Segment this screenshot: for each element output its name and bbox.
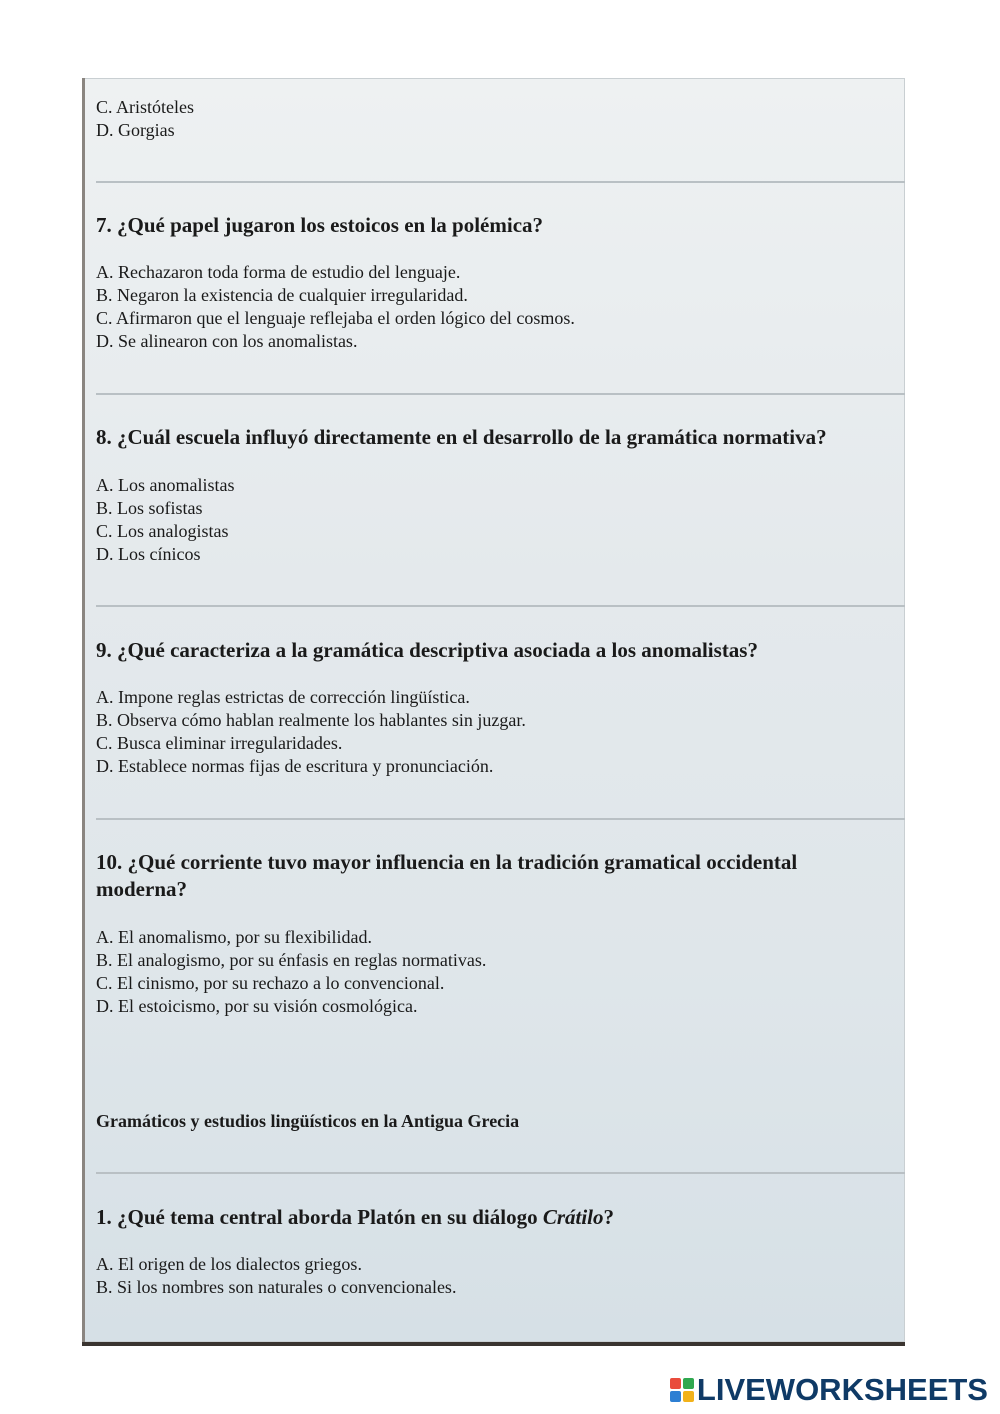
question-8-option-a: A. Los anomalistas — [96, 475, 235, 495]
question-10-option-b: B. El analogismo, por su énfasis en reglas normativas. — [96, 950, 487, 970]
option-c: C. Aristóteles — [96, 97, 194, 117]
option-d: D. Gorgias — [96, 120, 175, 140]
section-question-option-a: A. El origen de los dialectos griegos. — [96, 1254, 362, 1274]
question-suffix: ? — [603, 1205, 615, 1229]
question-7-option-b: B. Negaron la existencia de cualquier irregularidad. — [96, 285, 468, 305]
question-8-option-d: D. Los cínicos — [96, 544, 201, 564]
question-italic-title: Crátilo — [542, 1205, 604, 1229]
question-10-option-d: D. El estoicismo, por su visión cosmológica. — [96, 996, 418, 1016]
question-9-option-d: D. Establece normas fijas de escritura y pronunciación. — [96, 756, 494, 776]
question-10-option-a: A. El anomalismo, por su flexibilidad. — [96, 927, 372, 947]
divider — [96, 818, 905, 820]
question-10-option-c: C. El cinismo, por su rechazo a lo convencional. — [96, 973, 445, 993]
question-7-option-d: D. Se alinearon con los anomalistas. — [96, 331, 358, 351]
question-9-option-c: C. Busca eliminar irregularidades. — [96, 733, 343, 753]
question-10-line-1: 10. ¿Qué corriente tuvo mayor influencia en la tradición gramatical occidental — [96, 850, 798, 874]
section-question-option-b: B. Si los nombres son naturales o convencionales. — [96, 1277, 457, 1297]
section-title: Gramáticos y estudios lingüísticos en la Antigua Grecia — [96, 1111, 520, 1131]
question-10-line-2: moderna? — [96, 877, 187, 901]
question-8: 8. ¿Cuál escuela influyó directamente en el desarrollo de la gramática normativa? — [96, 425, 827, 449]
liveworksheets-logo — [670, 1372, 988, 1408]
question-8-option-b: B. Los sofistas — [96, 498, 203, 518]
question-9-option-b: B. Observa cómo hablan realmente los hablantes sin juzgar. — [96, 710, 526, 730]
logo-text: LIVEWORKSHEETS — [696, 1372, 988, 1407]
divider — [96, 393, 905, 395]
question-9: 9. ¿Qué caracteriza a la gramática descriptiva asociada a los anomalistas? — [96, 638, 758, 662]
divider — [96, 181, 905, 183]
question-7-option-a: A. Rechazaron toda forma de estudio del lenguaje. — [96, 262, 461, 282]
section-question-1 — [96, 1204, 614, 1231]
divider — [96, 605, 905, 607]
question-7-option-c: C. Afirmaron que el lenguaje reflejaba el orden lógico del cosmos. — [96, 308, 575, 328]
worksheet-page — [82, 78, 905, 1346]
divider — [96, 1172, 905, 1174]
logo-blocks-icon — [670, 1378, 694, 1402]
question-text: 1. ¿Qué tema central aborda Platón en su diálogo — [96, 1205, 543, 1229]
question-9-option-a: A. Impone reglas estrictas de corrección lingüística. — [96, 687, 470, 707]
question-8-option-c: C. Los analogistas — [96, 521, 229, 541]
question-7: 7. ¿Qué papel jugaron los estoicos en la polémica? — [96, 213, 544, 237]
